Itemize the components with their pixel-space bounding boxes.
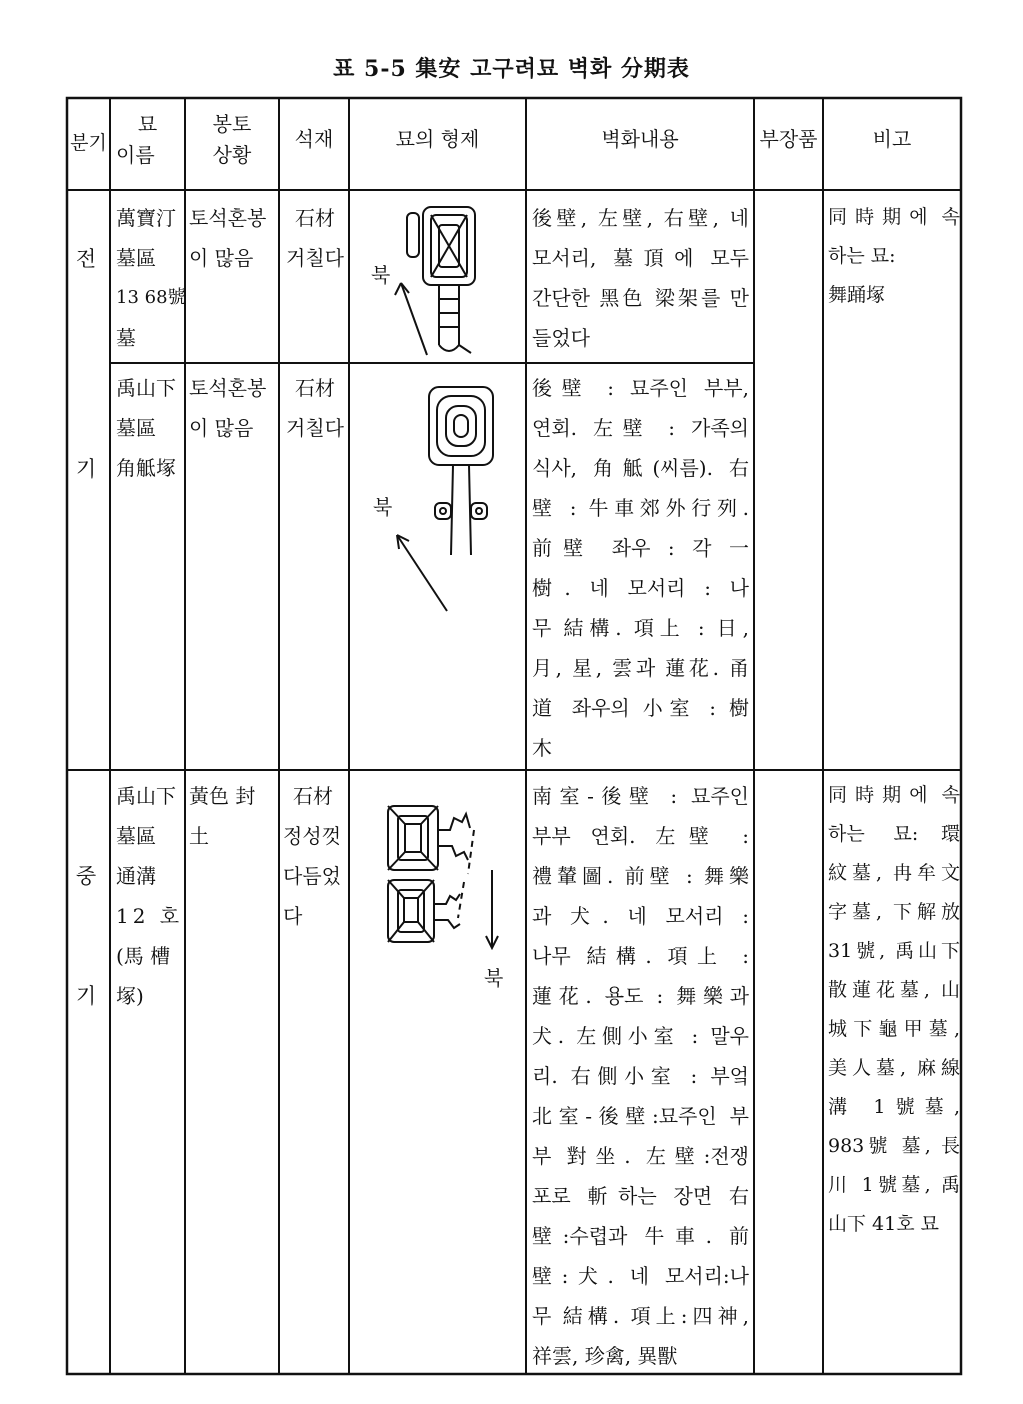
row2-tomb-name	[116, 368, 184, 488]
row3-mural-line-3: 禮輦圖. 前壁 : 舞樂	[532, 864, 749, 888]
row2-mural-line-3: 식사, 角觝(씨름). 右	[532, 456, 749, 480]
row1-name-line-3: 13 68號	[116, 287, 186, 308]
row3-mural-line-15: 祥雲, 珍禽, 異獸	[532, 1344, 678, 1368]
row3-remark-line-4: 字墓, 下解放	[828, 901, 960, 923]
row2-mural-line-2: 연회. 左壁 : 가족의	[532, 416, 749, 440]
row3-mound	[189, 776, 279, 856]
row3-remark	[828, 776, 960, 1244]
row3-north-label: 북	[484, 966, 504, 990]
row3-remark-line-1: 同時期에 속	[828, 784, 960, 806]
row1-remark-line-1: 同時期에 속	[828, 206, 960, 228]
row1-name-line-1: 萬寶汀	[116, 206, 176, 230]
row3-mural-line-2: 부부 연회. 左壁 :	[532, 824, 749, 848]
period-middle-char-1: 중	[75, 864, 97, 888]
row1-mural-line-1: 後壁, 左壁, 右壁, 네	[532, 206, 749, 230]
row2-mural-line-8: 月, 星, 雲과 蓮花. 甬	[532, 656, 749, 680]
period-early-char-1: 전	[75, 247, 97, 271]
row3-stone-line-1: 石材	[293, 784, 333, 808]
row2-mural-line-10: 木	[532, 736, 552, 760]
row3-name-line-1: 禹山下	[116, 784, 176, 808]
row1-name-line-2: 墓區	[116, 246, 156, 270]
row3-remark-line-10: 983號 墓, 長	[828, 1135, 960, 1157]
header-mural: 벽화내용	[601, 127, 679, 151]
row1-mural-line-2: 모서리, 墓頂에 모두	[532, 246, 749, 270]
row1-stone-line-1: 石材	[295, 206, 335, 230]
row1-mural	[532, 198, 749, 358]
row3-name-line-2: 墓區	[116, 824, 156, 848]
row1-tomb-name	[116, 198, 184, 358]
header-period: 분기	[70, 132, 107, 154]
row2-mural-line-4: 壁 : 牛車郊外行列.	[532, 496, 749, 520]
row2-name-line-3: 角觝塚	[116, 456, 176, 480]
row2-stone-line-2: 거칠다	[286, 416, 344, 440]
row1-stone-line-2: 거칠다	[286, 246, 344, 270]
header-name	[110, 109, 185, 171]
row1-mound-line-2: 이 많음	[189, 246, 254, 270]
row2-mural-line-9: 道 좌우의 小室 : 樹	[532, 696, 749, 720]
row1-name-line-4: 墓	[116, 326, 136, 350]
row3-remark-line-6: 散蓮花墓, 山	[828, 979, 960, 1001]
period-early-char-2: 기	[75, 457, 97, 481]
row3-mural-line-9: 北室-後壁:묘주인 부	[532, 1104, 749, 1128]
row1-remark-line-2: 하는 묘:	[828, 245, 896, 267]
header-name-line-2: 이름	[116, 143, 155, 167]
row3-mural	[532, 776, 749, 1376]
row3-stone-line-4: 다	[283, 904, 303, 928]
row1-mound	[189, 198, 279, 278]
row3-mound-line-2: 土	[189, 824, 209, 848]
row2-mound	[189, 368, 279, 448]
header-remark: 비고	[872, 127, 912, 151]
row3-remark-line-9: 溝 1號墓,	[828, 1096, 960, 1118]
row2-mound-line-1: 토석혼봉	[189, 376, 267, 400]
row2-stone	[281, 368, 349, 448]
row3-name-line-5: (馬 槽	[116, 944, 171, 968]
row3-remark-line-11: 川 1號墓, 禹	[828, 1174, 960, 1196]
header-goods: 부장품	[759, 127, 818, 151]
header-mound-line-1: 봉토	[212, 112, 252, 136]
row3-mural-line-13: 壁:犬. 네 모서리:나	[532, 1264, 749, 1288]
row2-stone-line-1: 石材	[295, 376, 335, 400]
row3-mural-line-14: 무 結構. 項上:四神,	[532, 1304, 749, 1328]
row3-stone-line-3: 다듬었	[283, 864, 341, 888]
row1-stone	[281, 198, 349, 278]
row2-north-label: 북	[373, 495, 393, 519]
row2-mural	[532, 368, 749, 768]
row3-mural-line-1: 南室-後壁 : 묘주인	[532, 784, 749, 808]
row3-remark-line-5: 31號, 禹山下	[828, 940, 960, 962]
row1-mural-line-4: 들었다	[532, 326, 590, 350]
row2-name-line-2: 墓區	[116, 416, 156, 440]
row3-mural-line-4: 과 犬. 네 모서리 :	[532, 904, 749, 928]
row3-name-line-4: 12 호	[116, 904, 184, 928]
row3-remark-line-12: 山下 41호 묘	[828, 1213, 939, 1235]
row3-remark-line-3: 紋墓, 冉牟文	[828, 862, 960, 884]
row2-mound-line-2: 이 많음	[189, 416, 254, 440]
row1-remark-line-3: 舞踊塚	[828, 284, 886, 306]
row1-north-label: 북	[371, 263, 391, 287]
row3-mound-line-1: 黃色 封	[189, 784, 256, 808]
row2-mural-line-5: 前壁 좌우 : 각 一	[532, 536, 749, 560]
row1-mural-line-3: 간단한 黑色 梁架를 만	[532, 286, 749, 310]
row3-remark-line-8: 美人墓, 麻線	[828, 1057, 960, 1079]
row3-mural-line-5: 나무 結構. 項上 :	[532, 944, 749, 968]
header-name-line-1: 묘	[137, 112, 158, 136]
row3-mural-line-10: 부 對坐. 左壁:전쟁	[532, 1144, 749, 1168]
row3-mural-line-11: 포로 斬하는 장면 右	[532, 1184, 749, 1208]
row2-name-line-1: 禹山下	[116, 376, 176, 400]
row1-remark	[828, 198, 960, 315]
row2-mural-line-1: 後壁 : 묘주인 부부,	[532, 376, 749, 400]
row2-mural-line-7: 무 結構. 項上 : 日,	[532, 616, 749, 640]
row3-tomb-plan-drawing	[380, 800, 520, 950]
row3-stone	[283, 776, 349, 936]
row3-tomb-name	[116, 776, 184, 1016]
row3-remark-line-7: 城下龜甲墓,	[828, 1018, 960, 1040]
period-middle-char-2: 기	[75, 984, 97, 1008]
row3-mural-line-6: 蓮花. 용도 : 舞樂과	[532, 984, 749, 1008]
header-mound	[185, 109, 279, 171]
row3-mural-line-12: 壁:수렵과 牛車. 前	[532, 1224, 749, 1248]
header-form: 묘의 형제	[395, 127, 480, 151]
page-title: 표 5-5 集安 고구려묘 벽화 分期表	[333, 56, 690, 82]
row2-mural-line-6: 樹. 네 모서리 : 나	[532, 576, 749, 600]
row3-mural-line-8: 리. 右側小室 : 부엌	[532, 1064, 749, 1088]
header-stone: 석재	[294, 127, 334, 151]
row3-remark-line-2: 하는 묘:環	[828, 823, 960, 845]
row3-stone-line-2: 정성껏	[283, 824, 341, 848]
row3-name-line-6: 塚)	[116, 984, 144, 1008]
header-mound-line-2: 상황	[212, 143, 252, 167]
row3-name-line-3: 通溝	[116, 864, 156, 888]
row3-mural-line-7: 犬. 左側小室 : 말우	[532, 1024, 749, 1048]
row1-mound-line-1: 토석혼봉	[189, 206, 267, 230]
